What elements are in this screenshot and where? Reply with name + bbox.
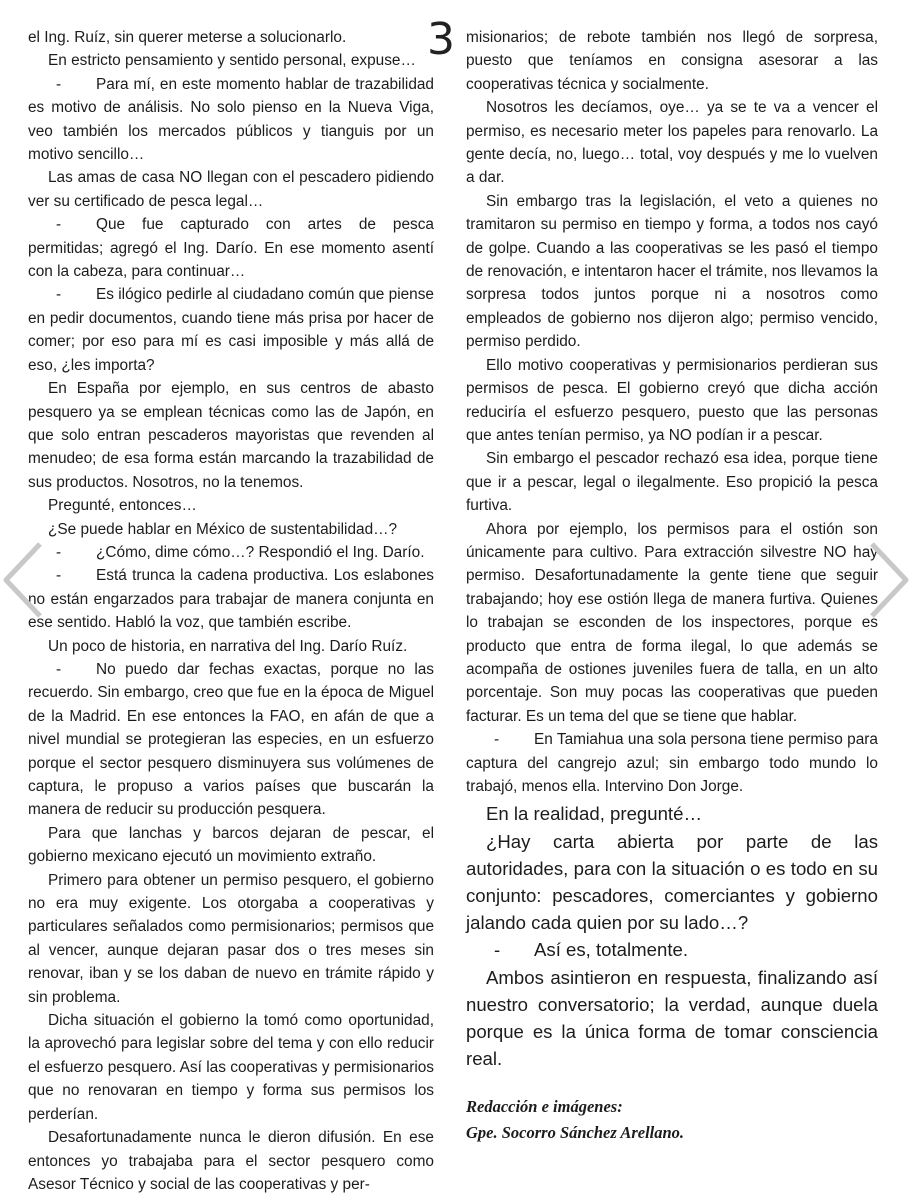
- paragraph: [28, 1126, 434, 1196]
- page-number: 3: [427, 14, 455, 65]
- chevron-left-icon: [6, 544, 40, 616]
- paragraph-text: ¿Se puede hablar en México de sustentabilidad…?: [48, 520, 398, 538]
- paragraph-text: Dicha situación el gobierno la tomó como oportunidad, la aprovechó para legislar sobre del tema y con ello reducir el esfuerzo pesquero. Así las cooperativas y permisionarios que no renovaran en tiempo y forma sus permisos los perderían.: [28, 1012, 434, 1123]
- paragraph: [466, 800, 878, 827]
- paragraph-text: Es ilógico pedirle al ciudadano común que piense en pedir documentos, cuando tiene más prisa por hacer de comer; por eso para mí es casi imposible y más allá de eso, ¿les importa?: [28, 286, 434, 374]
- closing-paragraphs: [466, 800, 878, 1072]
- right-paragraphs: [466, 26, 878, 798]
- paragraph: [28, 564, 434, 634]
- paragraph-text: Sin embargo tras la legislación, el veto a quienes no tramitaron su permiso en tiempo y forma, a todos nos cayó de golpe. Cuando a las cooperativas se les pasó el tiempo de renovación, e intentaron hacer el trámite, nos llevamos la sorpresa todos juntos porque ni a nosotros como empleados de gobierno nos dijeron algo; permiso vencido, permiso perdido.: [466, 192, 878, 351]
- paragraph: [466, 728, 878, 798]
- paragraph: [28, 658, 434, 822]
- paragraph-text: En España por ejemplo, en sus centros de abasto pesquero ya se emplean técnicas como las de Japón, en que solo entran pescaderos mayoristas que revenden al menudeo; de esa forma están marcando la trazabilidad de sus productos. Nosotros, no la tenemos.: [28, 380, 434, 491]
- paragraph: [28, 26, 434, 49]
- paragraph: [28, 822, 434, 869]
- paragraph-text: Para mí, en este momento hablar de trazabilidad es motivo de análisis. No solo pienso en la Nueva Viga, veo también los mercados públicos y tianguis por un motivo sencillo…: [28, 75, 434, 164]
- paragraph-text: Un poco de historia, en narrativa del Ing. Darío Ruíz.: [48, 637, 408, 655]
- dialogue-dash: -: [494, 939, 501, 961]
- paragraph-text: Ambos asintieron en respuesta, finalizando así nuestro conversatorio; la verdad, aunque duela porque es la única forma de tomar consciencia real.: [466, 966, 878, 1070]
- dialogue-dash: -: [56, 543, 62, 561]
- paragraph: [28, 377, 434, 494]
- paragraph: [28, 494, 434, 517]
- paragraph: [466, 190, 878, 354]
- next-page-arrow[interactable]: [866, 540, 912, 620]
- paragraph: [28, 213, 434, 283]
- paragraph-text: Primero para obtener un permiso pesquero, el gobierno no era muy exigente. Los otorgaba a cooperativas y particulares señalados como permisionarios; permisos que al vencer, aunque dejaran pasar dos o tres meses sin renovar, iban y se los daban de nuevo en trámite rápido y sin problema.: [28, 871, 434, 1006]
- paragraph: [466, 96, 878, 190]
- dialogue-dash: -: [56, 216, 62, 234]
- paragraph-text: Sin embargo el pescador rechazó esa idea, porque tiene que ir a pescar, legal o ilegalmente. Eso propició la pesca furtiva.: [466, 450, 878, 515]
- paragraph: [466, 447, 878, 517]
- previous-page-arrow[interactable]: [0, 540, 46, 620]
- paragraph: [28, 166, 434, 213]
- paragraph: [28, 283, 434, 377]
- paragraph-text: Ello motivo cooperativas y permisionarios perdieran sus permisos de pesca. El gobierno creyó que dicha acción reduciría el esfuerzo pesquero, puesto que las personas que antes tenían permiso, ya NO podían ir a pescar.: [466, 356, 878, 444]
- paragraph-text: misionarios; de rebote también nos llegó de sorpresa, puesto que teníamos en consigna asesorar a las cooperativas técnica y socialmente.: [466, 29, 878, 93]
- paragraph-text: Pregunté, entonces…: [48, 497, 197, 515]
- credits-block: [466, 1094, 878, 1146]
- credits-author: Gpe. Socorro Sánchez Arellano.: [466, 1123, 685, 1143]
- paragraph-text: No puedo dar fechas exactas, porque no las recuerdo. Sin embargo, creo que fue en la época de Miguel de la Madrid. En ese entonces la FAO, en afán de que a nivel mundial se protegieran las especies, en un esfuerzo porque el sector pesquero disminuyera sus volúmenes de captura, le propuso a varios países que buscarán la manera de reducir su producción pesquera.: [28, 660, 434, 819]
- paragraph: [28, 869, 434, 1009]
- paragraph-text: ¿Hay carta abierta por parte de las autoridades, para con la situación o es todo en su conjunto: pescadores, comerciantes y gobierno jalando cada quien por su lado…?: [466, 830, 878, 934]
- paragraph: [28, 49, 434, 72]
- paragraph: [466, 354, 878, 448]
- dialogue-dash: -: [56, 660, 62, 678]
- paragraph-text: ¿Cómo, dime cómo…? Respondió el Ing. Darío.: [96, 543, 425, 561]
- paragraph-text: Que fue capturado con artes de pesca permitidas; agregó el Ing. Darío. En ese momento asentí con la cabeza, para continuar…: [28, 216, 434, 281]
- paragraph-text: Las amas de casa NO llegan con el pescadero pidiendo ver su certificado de pesca legal…: [28, 169, 434, 210]
- paragraph-text: Así es, totalmente.: [534, 939, 688, 961]
- paragraph: [28, 1009, 434, 1126]
- paragraph-text: Nosotros les decíamos, oye… ya se te va a vencer el permiso, es necesario meter los papeles para renovarlo. La gente decía, no, luego… total, voy después y me lo vuelven a dar.: [466, 99, 878, 187]
- dialogue-dash: -: [56, 567, 62, 585]
- dialogue-dash: -: [56, 75, 62, 93]
- paragraph-text: Desafortunadamente nunca le dieron difusión. En ese entonces yo trabajaba para el sector pesquero como Asesor Técnico y social de las cooperativas y per-: [28, 1129, 434, 1193]
- paragraph-text: Ahora por ejemplo, los permisos para el ostión son únicamente para cultivo. Para extracción silvestre NO hay permiso. Desafortunadamente la gente tiene que seguir trabajando; hoy ese ostión llega de manera furtiva. Quienes lo trabajan se esconden de los inspectores, porque es producto que entra de forma ilegal, lo que además se acompaña de ostiones juveniles fuera de talla, en un alto porcentaje. Son muy pocas las cooperativas que pueden facturar. Es un tema del que se tiene que hablar.: [466, 520, 878, 725]
- paragraph: [466, 964, 878, 1073]
- left-paragraphs: [28, 26, 434, 1196]
- left-column: [28, 26, 434, 1196]
- paragraph: [466, 518, 878, 729]
- paragraph-text: Está trunca la cadena productiva. Los eslabones no están engarzados para trabajar de manera conjunta en ese sentido. Habló la voz, que también escribe.: [28, 567, 434, 632]
- dialogue-dash: -: [494, 731, 500, 749]
- paragraph: [28, 541, 434, 564]
- paragraph-text: Para que lanchas y barcos dejaran de pescar, el gobierno mexicano ejecutó un movimiento extraño.: [28, 824, 434, 866]
- paragraph-text: En la realidad, pregunté…: [486, 803, 703, 825]
- paragraph-text: En Tamiahua una sola persona tiene permiso para captura del cangrejo azul; sin embargo todo mundo lo trabajó, menos ella. Intervino Don Jorge.: [466, 731, 878, 795]
- paragraph: [28, 73, 434, 167]
- paragraph: [466, 828, 878, 937]
- paragraph-text: el Ing. Ruíz, sin querer meterse a solucionarlo.: [28, 29, 347, 46]
- right-column: [466, 26, 878, 1146]
- chevron-right-icon: [872, 544, 906, 616]
- paragraph: [28, 518, 434, 541]
- paragraph: [466, 26, 878, 96]
- credits-heading: Redacción e imágenes:: [466, 1097, 623, 1117]
- paragraph: [28, 635, 434, 658]
- paragraph-text: En estricto pensamiento y sentido personal, expuse…: [48, 52, 416, 70]
- paragraph: [466, 936, 878, 963]
- dialogue-dash: -: [56, 286, 62, 304]
